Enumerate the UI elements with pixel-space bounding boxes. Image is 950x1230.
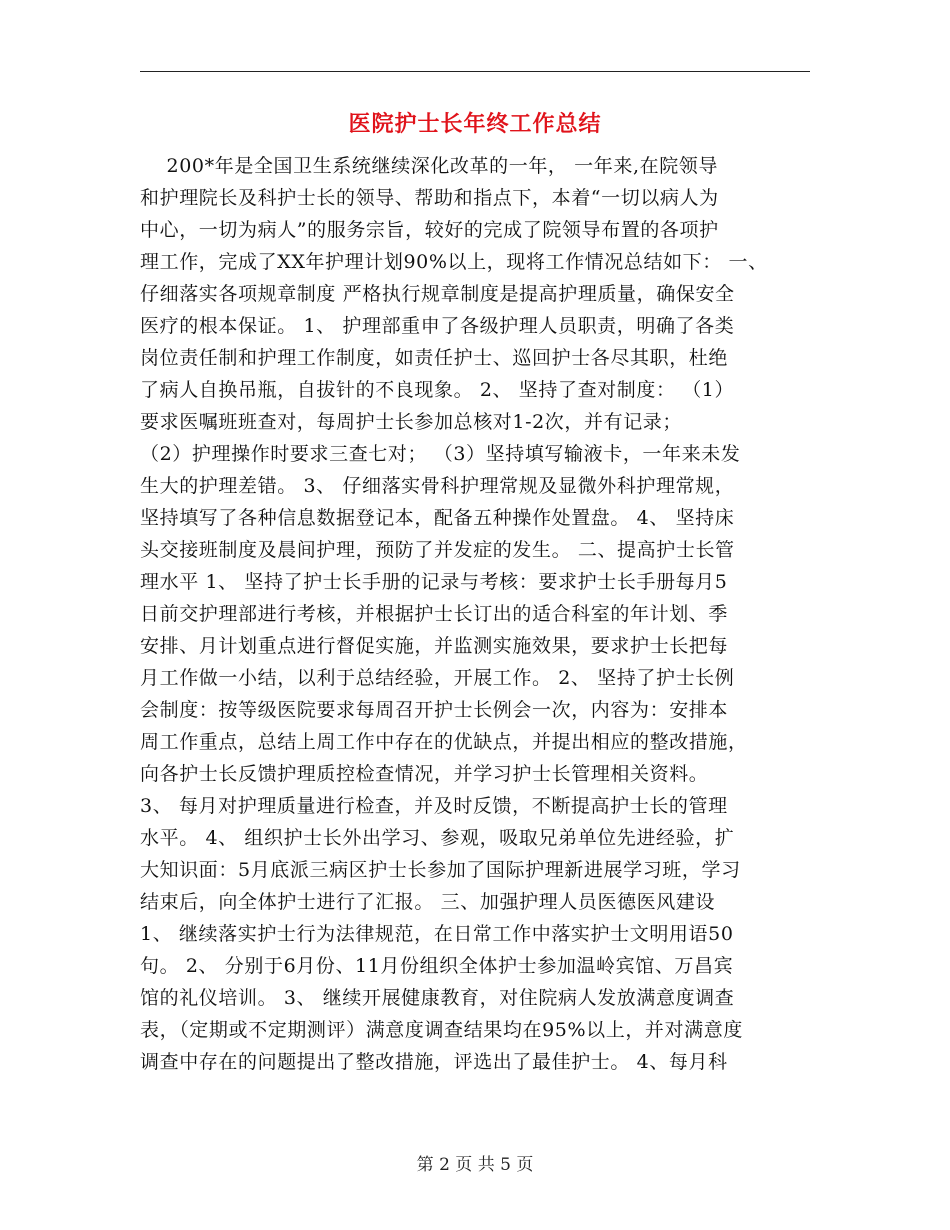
body-line: 表，（定期或不定期测评）满意度调查结果均在95%以上，并对满意度 [140,1019,743,1041]
body-line: 岗位责任制和护理工作制度，如责任护士、巡回护士各尽其职，杜绝 [140,347,729,369]
body-line: 仔细落实各项规章制度 严格执行规章制度是提高护理质量，确保安全 [140,283,735,305]
body-line: 馆的礼仪培训。 3、 继续开展健康教育，对住院病人发放满意度调查 [140,987,735,1009]
document-body [140,150,820,1078]
document-title: 医院护士长年终工作总结 [348,112,602,137]
body-line: 理水平 1、 坚持了护士长手册的记录与考核：要求护士长手册每月5 [140,571,728,593]
body-line: 向各护士长反馈护理质控检查情况，并学习护士长管理相关资料。 [140,763,709,785]
body-line: 结束后，向全体护士进行了汇报。 三、加强护理人员医德医风建设 [140,891,716,913]
body-line: 1、 继续落实护士行为法律规范，在日常工作中落实护士文明用语50 [140,923,734,945]
body-line: 会制度：按等级医院要求每周召开护士长例会一次，内容为：安排本 [140,699,729,721]
body-line: 和护理院长及科护士长的领导、帮助和指点下，本着“一切以病人为 [140,187,719,209]
body-line: 大知识面：5月底派三病区护士长参加了国际护理新进展学习班，学习 [140,859,741,881]
body-line: （2）护理操作时要求三查七对； （3）坚持填写输液卡，一年来未发 [140,443,741,465]
body-line: 3、 每月对护理质量进行检查，并及时反馈，不断提高护士长的管理 [140,795,728,817]
body-line: 安排、月计划重点进行督促实施，并监测实施效果，要求护士长把每 [140,635,729,657]
body-line: 头交接班制度及晨间护理，预防了并发症的发生。 二、提高护士长管 [140,539,735,561]
body-line: 月工作做一小结，以利于总结经验，开展工作。 2、 坚持了护士长例 [140,667,735,689]
body-line: 200*年是全国卫生系统继续深化改革的一年， 一年来,在院领导 [140,155,719,177]
body-line: 中心，一切为病人”的服务宗旨，较好的完成了院领导布置的各项护 [140,219,719,241]
body-line: 周工作重点，总结上周工作中存在的优缺点，并提出相应的整改措施， [140,731,748,753]
body-line: 调查中存在的问题提出了整改措施，评选出了最佳护士。 4、每月科 [140,1051,728,1073]
body-line: 医疗的根本保证。 1、 护理部重申了各级护理人员职责，明确了各类 [140,315,735,337]
page-number-footer: 第 2 页 共 5 页 [416,1155,534,1175]
body-line: 句。 2、 分别于6月份、11月份组织全体护士参加温岭宾馆、万昌宾 [140,955,734,977]
body-line: 要求医嘱班班查对，每周护士长参加总核对1-2次，并有记录； [140,411,682,433]
body-line: 理工作，完成了XX年护理计划90%以上，现将工作情况总结如下： 一、 [140,251,768,273]
body-line: 了病人自换吊瓶，自拔针的不良现象。 2、 坚持了查对制度： （1） [140,379,735,401]
body-line: 生大的护理差错。 3、 仔细落实骨科护理常规及显微外科护理常规， [140,475,735,497]
body-line: 坚持填写了各种信息数据登记本，配备五种操作处置盘。 4、 坚持床 [140,507,735,529]
body-line: 水平。 4、 组织护士长外出学习、参观，吸取兄弟单位先进经验，扩 [140,827,735,849]
body-line: 日前交护理部进行考核，并根据护士长订出的适合科室的年计划、季 [140,603,729,625]
header-rule [140,71,810,72]
